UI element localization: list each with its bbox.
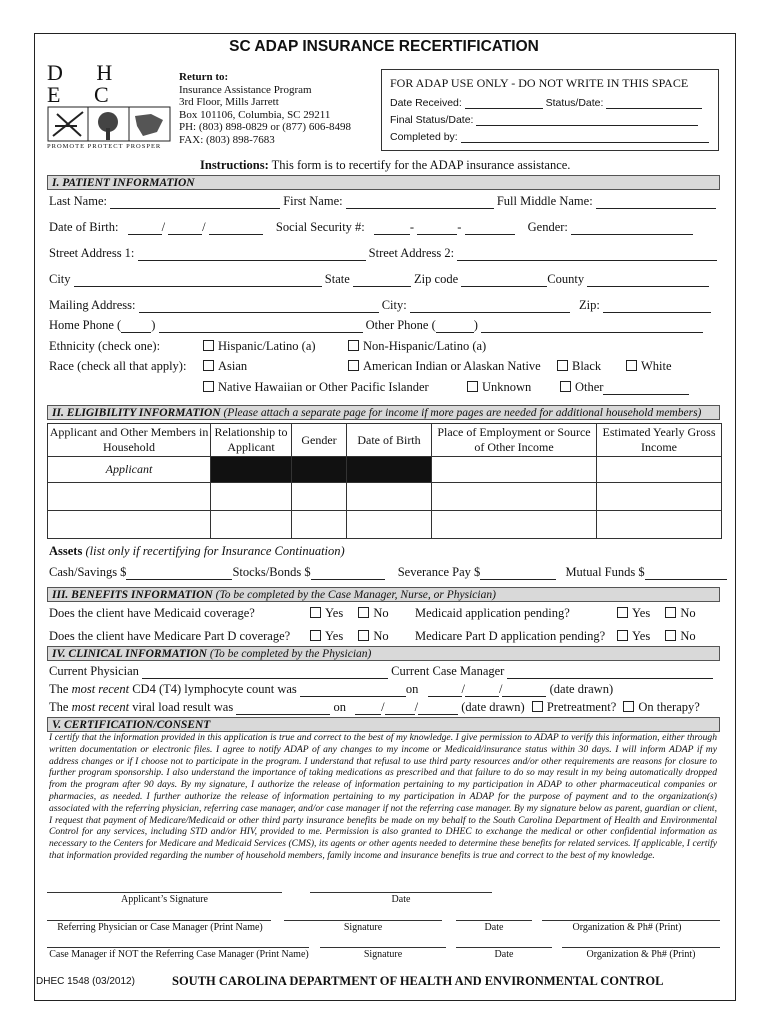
instructions-text: This form is to recertify for the ADAP insurance assistance.	[268, 158, 571, 172]
case-manager-label: Current Case Manager	[391, 664, 505, 678]
table-cell[interactable]	[597, 457, 722, 483]
dhec-logo	[47, 60, 173, 150]
ref-name-line[interactable]	[47, 920, 271, 921]
mailing-label: Mailing Address:	[49, 298, 136, 312]
ssn-label: Social Security #:	[275, 220, 365, 234]
county-label: County	[547, 272, 585, 286]
race-option: Native Hawaiian or Other Pacific Islander	[218, 380, 429, 394]
severance-label: Severance Pay $	[397, 565, 481, 579]
return-line: FAX: (803) 898-7683	[179, 133, 275, 146]
col-header-employment: Place of Employment or Source of Other Income	[432, 424, 597, 457]
return-address	[179, 71, 351, 147]
gender-field[interactable]	[571, 221, 693, 235]
completed-by-field[interactable]	[461, 129, 709, 143]
viral-day-field[interactable]	[385, 701, 415, 715]
street1-field[interactable]	[138, 247, 366, 261]
medicare-yes-checkbox[interactable]	[310, 630, 321, 641]
blocked-cell	[211, 457, 292, 483]
race-option: Asian	[218, 359, 248, 373]
race-label: Race (check all that apply):	[49, 359, 187, 373]
section-benefits-info	[47, 587, 720, 602]
blocked-cell	[347, 457, 432, 483]
viral-load-field[interactable]	[236, 701, 330, 715]
medicaid-yes-checkbox[interactable]	[310, 607, 321, 618]
yes-label: Yes	[325, 606, 344, 620]
assets-note: (list only if recertifying for Insurance Continuation)	[82, 544, 345, 558]
medicaid-question: Does the client have Medicaid coverage?	[49, 606, 255, 620]
yes-label: Yes	[325, 629, 344, 643]
section-title: IV. CLINICAL INFORMATION	[52, 648, 207, 660]
table-cell[interactable]	[292, 483, 347, 511]
ssn-part1-field[interactable]	[374, 221, 410, 235]
section-patient-info	[47, 175, 720, 190]
date-drawn-label: (date drawn)	[461, 700, 525, 714]
cd4-count-field[interactable]	[300, 683, 406, 697]
cd4-day-field[interactable]	[465, 683, 499, 697]
form-id: DHEC 1548 (03/2012)	[36, 976, 135, 987]
mail-city-label: City:	[381, 298, 407, 312]
cm-name-label: Case Manager if NOT the Referring Case Manager (Print Name)	[49, 949, 309, 960]
white-checkbox[interactable]	[626, 360, 637, 371]
table-cell[interactable]	[211, 511, 292, 539]
office-use-box	[381, 69, 719, 151]
physician-label: Current Physician	[49, 664, 139, 678]
section-eligibility-info	[47, 405, 720, 420]
date-drawn-label: (date drawn)	[549, 682, 614, 696]
street2-field[interactable]	[457, 247, 717, 261]
city-label: City	[49, 272, 71, 286]
table-cell[interactable]	[48, 483, 211, 511]
home-phone-area-field[interactable]	[121, 319, 151, 333]
no-label: No	[373, 629, 389, 643]
table-row	[48, 483, 722, 511]
return-heading: Return to:	[179, 71, 229, 83]
applicant-signature-label: Applicant’s Signature	[121, 894, 208, 905]
other-race-field[interactable]	[603, 381, 689, 395]
ref-name-label: Referring Physician or Case Manager (Print Name)	[57, 922, 263, 933]
no-label: No	[680, 606, 696, 620]
medicaid-pending-no-checkbox[interactable]	[665, 607, 676, 618]
cm-date-line[interactable]	[456, 947, 552, 948]
table-cell[interactable]	[597, 511, 722, 539]
no-label: No	[373, 606, 389, 620]
col-header-dob: Date of Birth	[347, 424, 432, 457]
section-title: I. PATIENT INFORMATION	[52, 177, 195, 189]
cd4-month-field[interactable]	[428, 683, 462, 697]
medicare-pending-question: Medicare Part D application pending?	[415, 629, 606, 643]
date-received-field[interactable]	[465, 95, 543, 109]
medicaid-pending-question: Medicaid application pending?	[415, 606, 570, 620]
medicaid-no-checkbox[interactable]	[358, 607, 369, 618]
asian-checkbox[interactable]	[203, 360, 214, 371]
date-label: Date	[484, 922, 504, 933]
ethnicity-option: Hispanic/Latino (a)	[218, 339, 316, 353]
other-race-checkbox[interactable]	[560, 381, 571, 392]
cash-label: Cash/Savings $	[49, 565, 127, 579]
home-phone-field[interactable]	[159, 319, 363, 333]
col-header-relationship: Relationship to Applicant	[211, 424, 292, 457]
section-title: II. ELIGIBILITY INFORMATION	[52, 407, 221, 419]
street1-label: Street Address 1:	[49, 246, 135, 260]
office-use-heading: FOR ADAP USE ONLY - DO NOT WRITE IN THIS SPACE	[390, 76, 689, 90]
household-table	[47, 423, 722, 539]
cm-name-line[interactable]	[47, 947, 309, 948]
ref-signature-line[interactable]	[284, 920, 442, 921]
yes-label: Yes	[632, 629, 651, 643]
return-line: 3rd Floor, Mills Jarrett	[179, 96, 279, 109]
viral-year-field[interactable]	[418, 701, 458, 715]
ethnicity-option: Non-Hispanic/Latino (a)	[363, 339, 487, 353]
cm-signature-line[interactable]	[320, 947, 446, 948]
signature-label: Signature	[363, 949, 403, 960]
hispanic-checkbox[interactable]	[203, 340, 214, 351]
section-note: (Please attach a separate page for income if more pages are needed for additional household members)	[220, 407, 702, 419]
table-cell[interactable]	[597, 483, 722, 511]
mutual-label: Mutual Funds $	[565, 565, 645, 579]
table-cell[interactable]	[432, 511, 597, 539]
cm-org-line[interactable]	[562, 947, 720, 948]
physician-field[interactable]	[142, 665, 388, 679]
dob-label: Date of Birth:	[49, 220, 119, 234]
logo-emblem-icon	[47, 106, 171, 142]
ssn-part2-field[interactable]	[417, 221, 457, 235]
return-line: Box 101106, Columbia, SC 29211	[179, 108, 331, 121]
state-label: State	[324, 272, 350, 286]
medicare-question: Does the client have Medicare Part D coverage?	[49, 629, 291, 643]
gender-label: Gender:	[527, 220, 568, 234]
section-certification	[47, 717, 720, 732]
viral-prefix: The	[49, 700, 72, 714]
pretreatment-label: Pretreatment?	[546, 700, 617, 714]
on-therapy-label: On therapy?	[638, 700, 700, 714]
zip-field[interactable]	[461, 273, 547, 287]
native-hawaiian-checkbox[interactable]	[203, 381, 214, 392]
return-line: PH: (803) 898-0829 or (877) 606-8498	[179, 121, 352, 134]
return-line: Insurance Assistance Program	[179, 83, 312, 96]
stocks-label: Stocks/Bonds $	[232, 565, 311, 579]
first-name-field[interactable]	[346, 195, 494, 209]
dob-month-field[interactable]	[128, 221, 162, 235]
mail-zip-field[interactable]	[603, 299, 711, 313]
col-header-member: Applicant and Other Members in Household	[48, 424, 211, 457]
table-cell[interactable]	[432, 483, 597, 511]
section-title: V. CERTIFICATION/CONSENT	[52, 719, 211, 731]
viral-load-label: viral load result was	[129, 700, 234, 714]
race-option: American Indian or Alaskan Native	[363, 359, 541, 373]
cd4-year-field[interactable]	[502, 683, 546, 697]
on-therapy-checkbox[interactable]	[623, 701, 634, 712]
final-status-label: Final Status/Date:	[390, 114, 474, 126]
american-indian-checkbox[interactable]	[348, 360, 359, 371]
middle-name-label: Full Middle Name:	[496, 194, 593, 208]
city-field[interactable]	[74, 273, 322, 287]
on-label: on	[333, 700, 346, 714]
first-name-label: First Name:	[283, 194, 343, 208]
medicare-no-checkbox[interactable]	[358, 630, 369, 641]
race-option: Black	[572, 359, 602, 373]
mailing-field[interactable]	[139, 299, 379, 313]
status-date-label: Status/Date:	[545, 97, 604, 109]
instructions	[200, 158, 570, 173]
on-label: on	[405, 682, 419, 696]
col-header-income: Estimated Yearly Gross Income	[597, 424, 722, 457]
section-note: (To be completed by the Physician)	[206, 648, 372, 660]
last-name-label: Last Name:	[49, 194, 107, 208]
logo-letters: D H E C	[47, 60, 127, 107]
non-hispanic-checkbox[interactable]	[348, 340, 359, 351]
medicare-pending-yes-checkbox[interactable]	[617, 630, 628, 641]
final-status-field[interactable]	[476, 112, 698, 126]
county-field[interactable]	[587, 273, 709, 287]
table-cell[interactable]	[211, 483, 292, 511]
ref-org-line[interactable]	[542, 920, 720, 921]
ssn-part3-field[interactable]	[465, 221, 515, 235]
table-cell[interactable]	[292, 511, 347, 539]
instructions-label: Instructions:	[200, 158, 269, 172]
cash-field[interactable]	[126, 566, 232, 580]
black-checkbox[interactable]	[557, 360, 568, 371]
date-received-label: Date Received:	[390, 97, 462, 109]
other-phone-field[interactable]	[481, 319, 703, 333]
viral-month-field[interactable]	[355, 701, 381, 715]
assets-label: Assets	[49, 544, 83, 558]
mail-city-field[interactable]	[410, 299, 570, 313]
date-label: Date	[494, 949, 514, 960]
table-cell[interactable]	[347, 511, 432, 539]
applicant-date-line[interactable]	[310, 892, 492, 893]
cd4-text: lymphocyte count was	[184, 682, 297, 696]
yes-label: Yes	[632, 606, 651, 620]
no-label: No	[680, 629, 696, 643]
form-title: SC ADAP INSURANCE RECERTIFICATION	[229, 38, 539, 55]
zip-label: Zip code	[414, 272, 459, 286]
section-note: (To be completed by the Case Manager, Nurse, or Physician)	[212, 589, 496, 601]
section-clinical-info	[47, 646, 720, 661]
dob-day-field[interactable]	[168, 221, 202, 235]
race-option: Other	[575, 380, 604, 394]
table-row	[48, 457, 722, 483]
signature-label: Signature	[343, 922, 383, 933]
medicaid-pending-yes-checkbox[interactable]	[617, 607, 628, 618]
pretreatment-checkbox[interactable]	[532, 701, 543, 712]
most-recent-label: most recent	[71, 700, 130, 714]
applicant-signature-line[interactable]	[47, 892, 282, 893]
race-option: Unknown	[482, 380, 532, 394]
ref-date-line[interactable]	[456, 920, 532, 921]
logo-tagline: PROMOTE PROTECT PROSPER	[47, 143, 162, 150]
org-label: Organization & Ph# (Print)	[586, 949, 696, 960]
mutual-field[interactable]	[645, 566, 727, 580]
other-phone-label: Other Phone (	[365, 318, 436, 332]
org-label: Organization & Ph# (Print)	[572, 922, 682, 933]
medicare-pending-no-checkbox[interactable]	[665, 630, 676, 641]
state-field[interactable]	[353, 273, 411, 287]
applicant-cell: Applicant	[48, 457, 211, 483]
col-header-gender: Gender	[292, 424, 347, 457]
status-date-field[interactable]	[606, 95, 702, 109]
table-cell[interactable]	[48, 511, 211, 539]
middle-name-field[interactable]	[596, 195, 716, 209]
most-recent-label: most recent	[71, 682, 130, 696]
case-manager-field[interactable]	[507, 665, 713, 679]
date-label: Date	[391, 894, 411, 905]
mail-zip-label: Zip:	[578, 298, 600, 312]
table-cell[interactable]	[347, 483, 432, 511]
last-name-field[interactable]	[110, 195, 280, 209]
ethnicity-label: Ethnicity (check one):	[49, 339, 161, 353]
table-row	[48, 511, 722, 539]
severance-field[interactable]	[480, 566, 556, 580]
cd4-label: CD4 (T4)	[129, 682, 182, 696]
other-phone-area-field[interactable]	[436, 319, 474, 333]
unknown-checkbox[interactable]	[467, 381, 478, 392]
section-title: III. BENEFITS INFORMATION	[52, 589, 213, 601]
completed-by-label: Completed by:	[390, 131, 458, 143]
table-cell[interactable]	[432, 457, 597, 483]
blocked-cell	[292, 457, 347, 483]
cd4-prefix: The	[49, 682, 72, 696]
home-phone-label: Home Phone (	[49, 318, 122, 332]
dob-year-field[interactable]	[209, 221, 263, 235]
street2-label: Street Address 2:	[368, 246, 455, 260]
stocks-field[interactable]	[311, 566, 385, 580]
race-option: White	[641, 359, 672, 373]
agency-name: SOUTH CAROLINA DEPARTMENT OF HEALTH AND ENVIRONMENTAL CONTROL	[172, 974, 664, 988]
consent-text: I certify that the information provided in this application is true and correct to the best of my knowledge. I give permission to ADAP to verify this information, either through written documentation or electronic files. I agree to notify ADAP of any changes to my income or Medicaid/insurance status within 30 days. I will inform ADAP if my address changes or if I choose not to participate in the program. I understand that refusal to use third party resources and/or other requirements are reasons for closure to further program sponsorship. I also understand the importance of taking medications as prescribed and that failure to do so may result in my being automatically dropped from the program after 90 days. By my signature, I authorize the release of information pertaining to my participation in ADAP to other pharmaceutical companies or pharmacies, as needed. I further authorize the release of information pertaining to my participation in ADAP for the purpose of payment and to the organization(s) associated with the referring physician, referring case manager, and/or case manager if not the referring case manager. By my signature below as parent, guardian or client, I request that payment of Medicare/Medicaid or other third party insurance benefits be made on my behalf to the South Carolina Department of Health and Environmental Control for any services, including STD and/or HIV, provided to me. Permission is also granted to DHEC to exchange the medical or other confidential information as necessary to the Centers for Medicare and Medicaid Services (CMS), its agents or other agents needed to determine these benefits for related services. If applicable, I certify that information provided regarding the number of household members, family income and insurance benefits is true and correct to the best of my knowledge.	[49, 732, 717, 861]
